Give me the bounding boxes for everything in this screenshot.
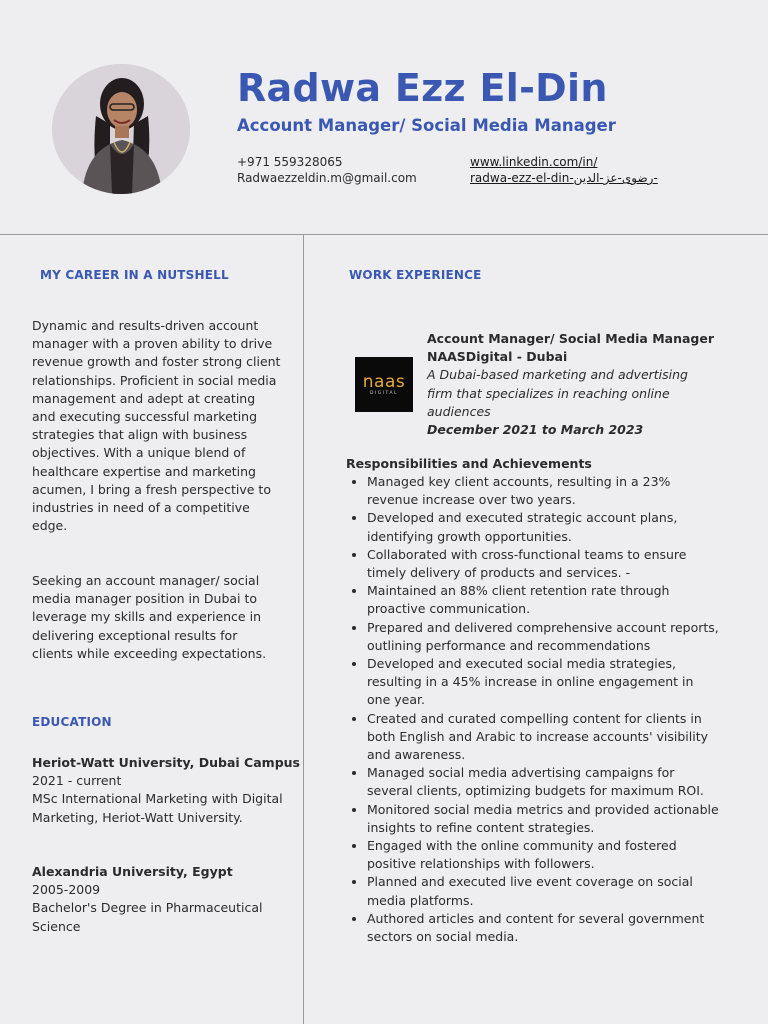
job-dates: December 2021 to March 2023 — [427, 422, 644, 438]
job-company-description: A Dubai-based marketing and advertising firm that specializes in reaching online audiences — [427, 367, 688, 419]
responsibilities-heading: Responsibilities and Achievements — [346, 456, 592, 471]
list-item: • Prepared and delivered comprehensive account reports, outlining performance and recommendations — [367, 619, 719, 655]
list-item: • Authored articles and content for several government sectors on social media. — [367, 910, 719, 946]
list-item: • Managed key client accounts, resulting in a 23% revenue increase over two years. — [367, 473, 719, 509]
logo-wordmark: naas — [362, 371, 406, 392]
logo-subtext: DIGITAL — [369, 390, 399, 396]
education-years: 2021 - current — [32, 773, 122, 789]
list-item: • Collaborated with cross-functional teams to ensure timely delivery of products and services. - — [367, 546, 719, 582]
list-item: • Managed social media advertising campaigns for several clients, optimizing budgets for maximum ROI. — [367, 764, 719, 800]
job-role: Account Manager/ Social Media Manager — [427, 331, 715, 346]
education-degree: MSc International Marketing with Digital Marketing, Heriot-Watt University. — [32, 791, 283, 825]
list-item: • Created and curated compelling content for clients in both English and Arabic to increase accounts' visibility and awareness. — [367, 710, 719, 765]
school-name: Alexandria University, Egypt — [32, 864, 233, 879]
list-item: • Maintained an 88% client retention rate through proactive communication. — [367, 582, 719, 618]
responsibilities-list — [346, 473, 719, 946]
profile-photo — [52, 64, 190, 194]
job-company: NAASDigital - Dubai — [427, 349, 568, 365]
linkedin-link-line2[interactable]: radwa-ezz-el-din-رضوى-عز-الدين- — [470, 171, 658, 185]
header-divider — [0, 234, 768, 235]
list-item: • Monitored social media metrics and provided actionable insights to refine content strategies. — [367, 801, 719, 837]
career-objective-paragraph: Seeking an account manager/ social media manager position in Dubai to leverage my skills and experience in delivering exceptional results for clients while exceeding expectations. — [32, 573, 267, 661]
work-experience-heading: WORK EXPERIENCE — [349, 268, 482, 282]
education-entry — [32, 863, 294, 936]
phone-number: +971 559328065 — [237, 155, 343, 169]
job-summary — [427, 330, 717, 439]
column-divider — [303, 234, 304, 1024]
list-item: • Developed and executed social media strategies, resulting in a 45% increase in online engagement in one year. — [367, 655, 719, 710]
education-degree: Bachelor's Degree in Pharmaceutical Science — [32, 900, 263, 934]
list-item: • Engaged with the online community and fostered positive relationships with followers. — [367, 837, 719, 873]
email-address: Radwaezzeldin.m@gmail.com — [237, 171, 417, 185]
candidate-name: Radwa Ezz El-Din — [237, 66, 608, 110]
linkedin-link-line1[interactable]: www.linkedin.com/in/ — [470, 155, 598, 169]
company-logo — [355, 357, 413, 412]
career-heading: MY CAREER IN A NUTSHELL — [40, 268, 229, 282]
candidate-title: Account Manager/ Social Media Manager — [237, 116, 616, 135]
school-name: Heriot-Watt University, Dubai Campus — [32, 755, 300, 770]
education-entry — [32, 754, 300, 827]
education-years: 2005-2009 — [32, 882, 101, 898]
list-item: • Planned and executed live event coverage on social media platforms. — [367, 873, 719, 909]
education-heading: EDUCATION — [32, 715, 112, 729]
list-item: • Developed and executed strategic account plans, identifying growth opportunities. — [367, 509, 719, 545]
career-summary-paragraph: Dynamic and results-driven account manager with a proven ability to drive revenue growth and foster strong client relationships. Proficient in social media management and adept at creating and executing successful marketing strategies that align with business objectives. With a unique blend of healthcare expertise and marketing acumen, I bring a fresh perspective to industries in need of a competitive edge. — [32, 318, 281, 534]
